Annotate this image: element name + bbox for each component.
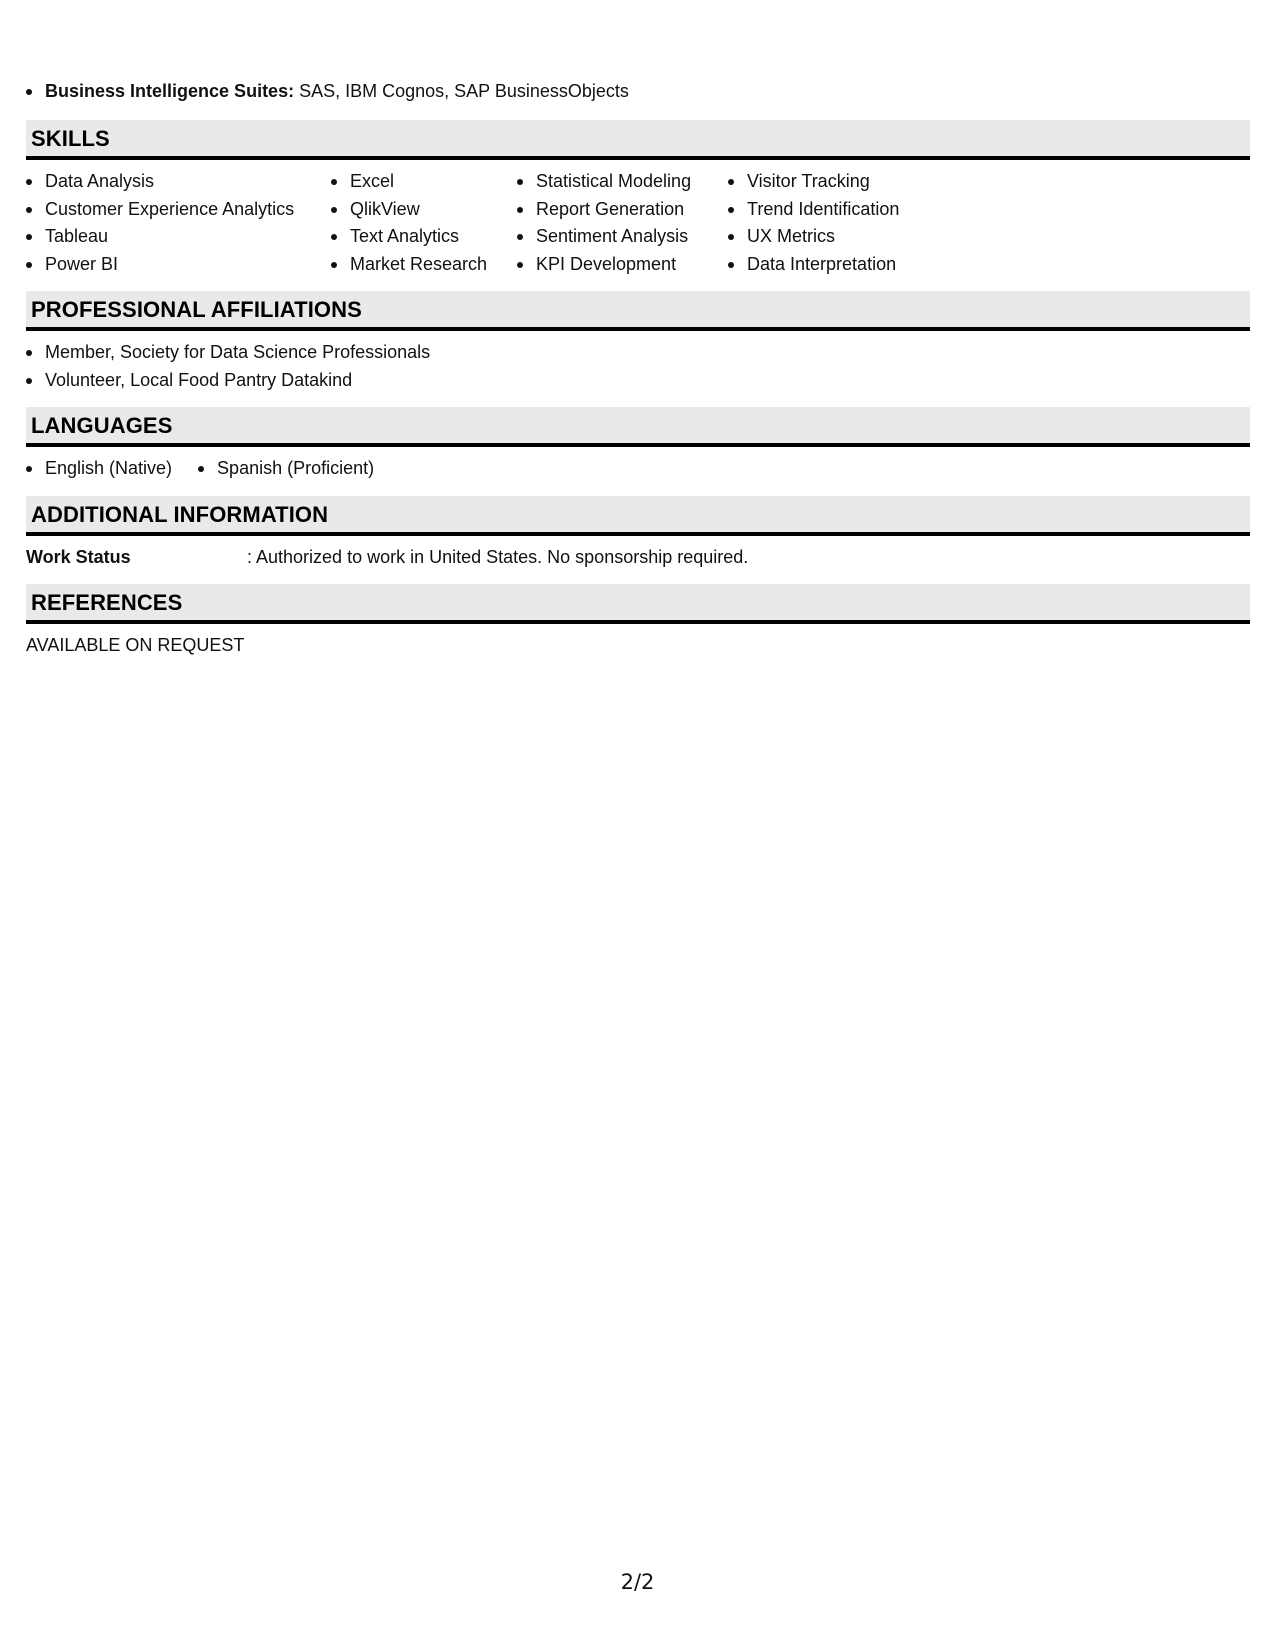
work-status-row xyxy=(26,544,748,571)
skill-item: Visitor Tracking xyxy=(728,168,928,196)
languages-section-header xyxy=(26,407,1250,447)
skills-column-2 xyxy=(331,168,517,278)
affiliations-list xyxy=(26,339,430,394)
skills-column-4 xyxy=(728,168,928,278)
bi-suites-list xyxy=(26,78,629,106)
skill-item: Excel xyxy=(331,168,517,196)
bi-suites-item xyxy=(26,78,629,106)
skill-item: Sentiment Analysis xyxy=(517,223,728,251)
skill-item: Trend Identification xyxy=(728,196,928,224)
additional-info-section-header xyxy=(26,496,1250,536)
skill-item: Report Generation xyxy=(517,196,728,224)
affiliation-item: Volunteer, Local Food Pantry Datakind xyxy=(26,367,430,395)
skill-item: KPI Development xyxy=(517,251,728,279)
languages-heading: LANGUAGES xyxy=(31,413,173,438)
language-item: English (Native) xyxy=(26,455,172,483)
references-section-header xyxy=(26,584,1250,624)
skill-item: Customer Experience Analytics xyxy=(26,196,331,224)
languages-list xyxy=(26,455,400,483)
references-heading: REFERENCES xyxy=(31,590,183,615)
skills-section-header xyxy=(26,120,1250,160)
bi-suites-label: Business Intelligence Suites: xyxy=(45,81,295,101)
skills-heading: SKILLS xyxy=(31,126,110,151)
skill-item: Text Analytics xyxy=(331,223,517,251)
skill-item: Data Interpretation xyxy=(728,251,928,279)
additional-info-heading: ADDITIONAL INFORMATION xyxy=(31,502,329,527)
skill-item: QlikView xyxy=(331,196,517,224)
page-number: 2/2 xyxy=(620,1570,655,1594)
bi-suites-value: SAS, IBM Cognos, SAP BusinessObjects xyxy=(294,81,629,101)
skill-item: Market Research xyxy=(331,251,517,279)
skill-item: Power BI xyxy=(26,251,331,279)
skills-grid xyxy=(26,168,928,278)
affiliations-heading: PROFESSIONAL AFFILIATIONS xyxy=(31,297,362,322)
skill-item: UX Metrics xyxy=(728,223,928,251)
work-status-label: Work Status xyxy=(26,547,131,567)
skills-column-3 xyxy=(517,168,728,278)
affiliation-item: Member, Society for Data Science Professionals xyxy=(26,339,430,367)
work-status-value: : Authorized to work in United States. No sponsorship required. xyxy=(247,547,749,567)
language-item: Spanish (Proficient) xyxy=(198,455,374,483)
affiliations-section-header xyxy=(26,291,1250,331)
references-text: AVAILABLE ON REQUEST xyxy=(26,635,245,655)
skills-column-1 xyxy=(26,168,331,278)
skill-item: Tableau xyxy=(26,223,331,251)
skill-item: Data Analysis xyxy=(26,168,331,196)
skill-item: Statistical Modeling xyxy=(517,168,728,196)
